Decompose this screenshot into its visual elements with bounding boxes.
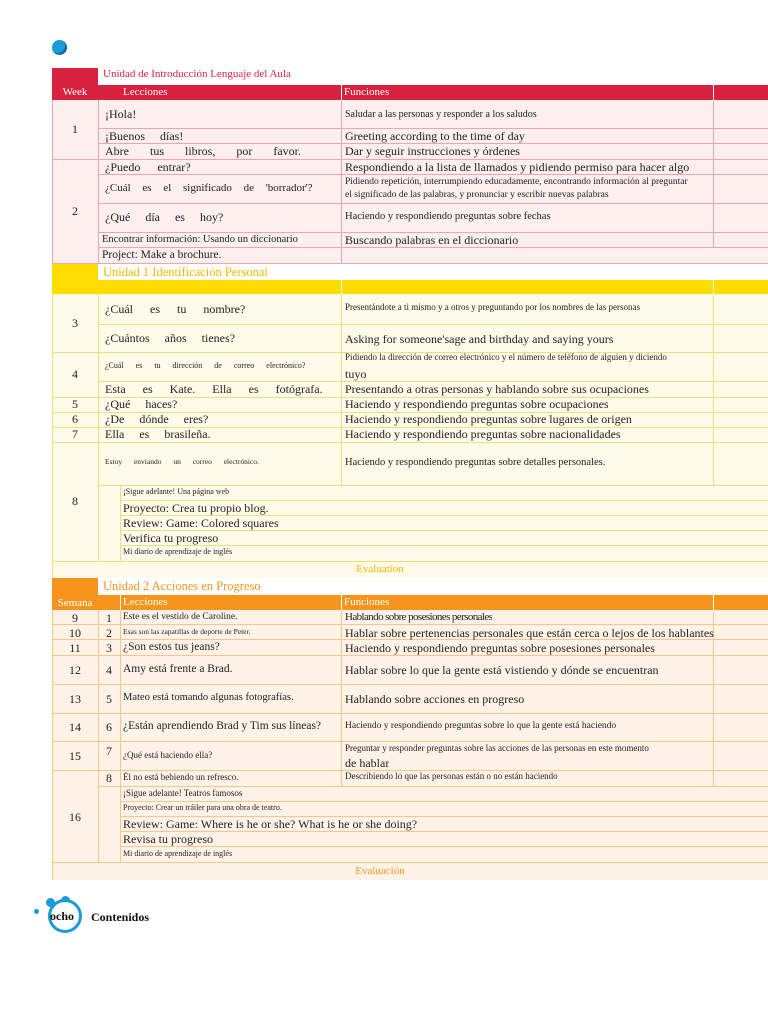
- function-text: Asking for someone'sage and birthday and saying yours: [345, 332, 614, 346]
- lesson-title: ¿Qué está haciendo ella?: [123, 750, 213, 760]
- week-number: 16: [69, 810, 81, 824]
- extra-item: Verifica tu progreso: [123, 531, 219, 545]
- lesson-number: 8: [106, 771, 112, 785]
- extra-item: Revisa tu progreso: [123, 832, 213, 846]
- lesson-number: 1: [106, 611, 112, 625]
- lesson-title: ¿Cuál es tu nombre?: [105, 302, 246, 316]
- function-text-cont: tuyo: [345, 367, 367, 381]
- function-text-cont: de hablar: [345, 756, 390, 770]
- lesson-title: Abre tus libros, por favor.: [105, 144, 301, 158]
- function-text: Hablar sobre pertenencias personales que están cerca o lejos de los hablantes: [345, 626, 714, 640]
- function-text: Preguntar y responder preguntas sobre las acciones de las personas en este momento: [345, 743, 649, 753]
- function-text: Haciendo y respondiendo preguntas sobre fechas: [345, 211, 551, 222]
- week-number: 10: [69, 626, 81, 640]
- extra-item: Mi diario de aprendizaje de inglés: [123, 547, 233, 556]
- lesson-number: 5: [106, 692, 112, 706]
- week-number: 3: [72, 316, 78, 330]
- unit0-title: Unidad de Introducción Lenguaje del Aula: [103, 68, 291, 80]
- unit1-header-bar: [98, 280, 768, 294]
- function-text: Saludar a las personas y responder a los saludos: [345, 109, 537, 120]
- lesson-title: ¿Cuál es tu dirección de correo electrónico?: [105, 361, 306, 370]
- function-text: Describiendo lo que las personas están o no están haciendo: [345, 771, 558, 781]
- unit1-week-column-band: [52, 264, 98, 294]
- lesson-title: ¿Puedo entrar?: [105, 160, 191, 174]
- lesson-title: Ella es brasileña.: [105, 427, 211, 441]
- function-text: Hablando sobre acciones en progreso: [345, 692, 525, 706]
- week-number: 8: [72, 494, 78, 508]
- footer-page-word: ocho: [50, 909, 74, 923]
- function-text: Haciendo y respondiendo preguntas sobre lo que la gente está haciendo: [345, 721, 617, 731]
- unit2-header-bar: [98, 595, 768, 610]
- function-text: Pidiendo repetición, interrumpiendo educadamente, encontrando información al preguntar: [345, 177, 688, 187]
- lesson-number: 2: [106, 626, 112, 640]
- unit2-col-functions: Funciones: [344, 596, 390, 608]
- lesson-title: ¿Qué haces?: [105, 397, 178, 411]
- unit2-col-lessons: Lecciones: [123, 596, 168, 608]
- lesson-title: Amy está frente a Brad.: [123, 663, 233, 675]
- lesson-title: Este es el vestido de Caroline.: [123, 612, 238, 622]
- week-number: 9: [72, 611, 78, 625]
- week-number: 6: [72, 412, 78, 426]
- unit0-header-bar: [98, 85, 768, 100]
- week-number: 15: [69, 749, 81, 763]
- week-number: 13: [69, 692, 81, 706]
- lesson-number: 4: [106, 663, 112, 677]
- function-text-cont: el significado de las palabras, y pronunciar y escribir nuevas palabras: [345, 190, 609, 200]
- extra-item: Proyecto: Crea tu propio blog.: [123, 501, 269, 515]
- function-text: Haciendo y respondiendo preguntas sobre detalles personales.: [345, 457, 606, 468]
- function-text: Presentando a otras personas y hablando sobre sus ocupaciones: [345, 382, 649, 396]
- extra-item: Proyecto: Crear un tráiler para una obra de teatro.: [123, 803, 282, 812]
- extra-item: ¡Sigue adelante! Teatros famosos: [123, 788, 243, 798]
- week-number: 14: [69, 720, 81, 734]
- week-number: 7: [72, 427, 78, 441]
- function-text: Hablando sobre posesiones personales: [345, 611, 493, 623]
- function-text: Haciendo y respondiendo preguntas sobre posesiones personales: [345, 641, 655, 655]
- lesson-title: ¿Son estos tus jeans?: [123, 641, 220, 653]
- unit2-evaluation: Evaluación: [355, 865, 405, 877]
- function-text: Greeting according to the time of day: [345, 129, 525, 143]
- lesson-title: ¡Buenos días!: [105, 129, 184, 143]
- unit0-col-functions: Funciones: [344, 86, 390, 98]
- function-text: Haciendo y respondiendo preguntas sobre ocupaciones: [345, 397, 609, 411]
- week-number: 2: [72, 204, 78, 218]
- week-number: 4: [72, 367, 78, 381]
- lesson-title: Encontrar información: Usando un diccionario: [102, 234, 298, 245]
- function-text: Presentándote a ti mismo y a otros y preguntando por los nombres de las personas: [345, 302, 640, 312]
- function-text: Haciendo y respondiendo preguntas sobre nacionalidades: [345, 427, 621, 441]
- lesson-title: Él no está bebiendo un refresco.: [123, 772, 239, 782]
- lesson-title: Esas son las zapatillas de deporte de Peter.: [123, 627, 251, 636]
- function-text: Dar y seguir instrucciones y órdenes: [345, 144, 520, 158]
- function-text: Pidiendo la dirección de correo electrónico y el número de teléfono de alguien y diciendo: [345, 352, 667, 362]
- lesson-title: ¡Hola!: [105, 107, 137, 121]
- extra-item: Mi diario de aprendizaje de inglés: [123, 849, 233, 858]
- extra-item: Review: Game: Where is he or she? What is he or she doing?: [123, 817, 418, 831]
- week-number: 5: [72, 397, 78, 411]
- function-text: Haciendo y respondiendo preguntas sobre lugares de origen: [345, 412, 632, 426]
- unit2-title: Unidad 2 Acciones en Progreso: [103, 579, 261, 593]
- unit1-title: Unidad 1 Identificación Personal: [103, 265, 268, 279]
- unit1-evaluation: Evaluation: [356, 563, 404, 575]
- week-number: 11: [69, 641, 81, 655]
- unit0-col-week: Week: [62, 86, 88, 98]
- week-number: 1: [72, 122, 78, 136]
- lesson-title: ¿Están aprendiendo Brad y Tim sus líneas?: [123, 720, 322, 732]
- function-text: Buscando palabras en el diccionario: [345, 233, 519, 247]
- unit0-col-lessons: Lecciones: [123, 86, 168, 98]
- lesson-number: 3: [106, 641, 112, 655]
- unit2-col-week: Semana: [57, 597, 93, 609]
- function-text: Respondiendo a la lista de llamados y pidiendo permiso para hacer algo: [345, 160, 690, 174]
- extra-item: ¡Sigue adelante! Una página web: [123, 487, 230, 496]
- lesson-number: 6: [106, 720, 112, 734]
- function-text: Hablar sobre lo que la gente está vistiendo y dónde se encuentran: [345, 663, 659, 677]
- header-logo-dot: [52, 40, 67, 55]
- lesson-title: Esta es Kate. Ella es fotógrafa.: [105, 382, 323, 396]
- footer-section-label: Contenidos: [91, 910, 150, 924]
- lesson-title: ¿Cuál es el significado de 'borrador'?: [105, 182, 313, 194]
- lesson-title: ¿Cuántos años tienes?: [105, 331, 235, 345]
- lesson-title: Project: Make a brochure.: [102, 249, 222, 261]
- lesson-title: Estoy enviando un correo electrónico.: [105, 457, 259, 466]
- lesson-title: ¿De dónde eres?: [105, 412, 209, 426]
- extra-item: Review: Game: Colored squares: [123, 516, 279, 530]
- lesson-number: 7: [106, 744, 112, 758]
- week-number: 12: [69, 663, 81, 677]
- footer-logo-dot-small: [34, 909, 39, 914]
- lesson-title: Mateo está tomando algunas fotografías.: [123, 692, 294, 703]
- lesson-title: ¿Qué día es hoy?: [105, 210, 224, 224]
